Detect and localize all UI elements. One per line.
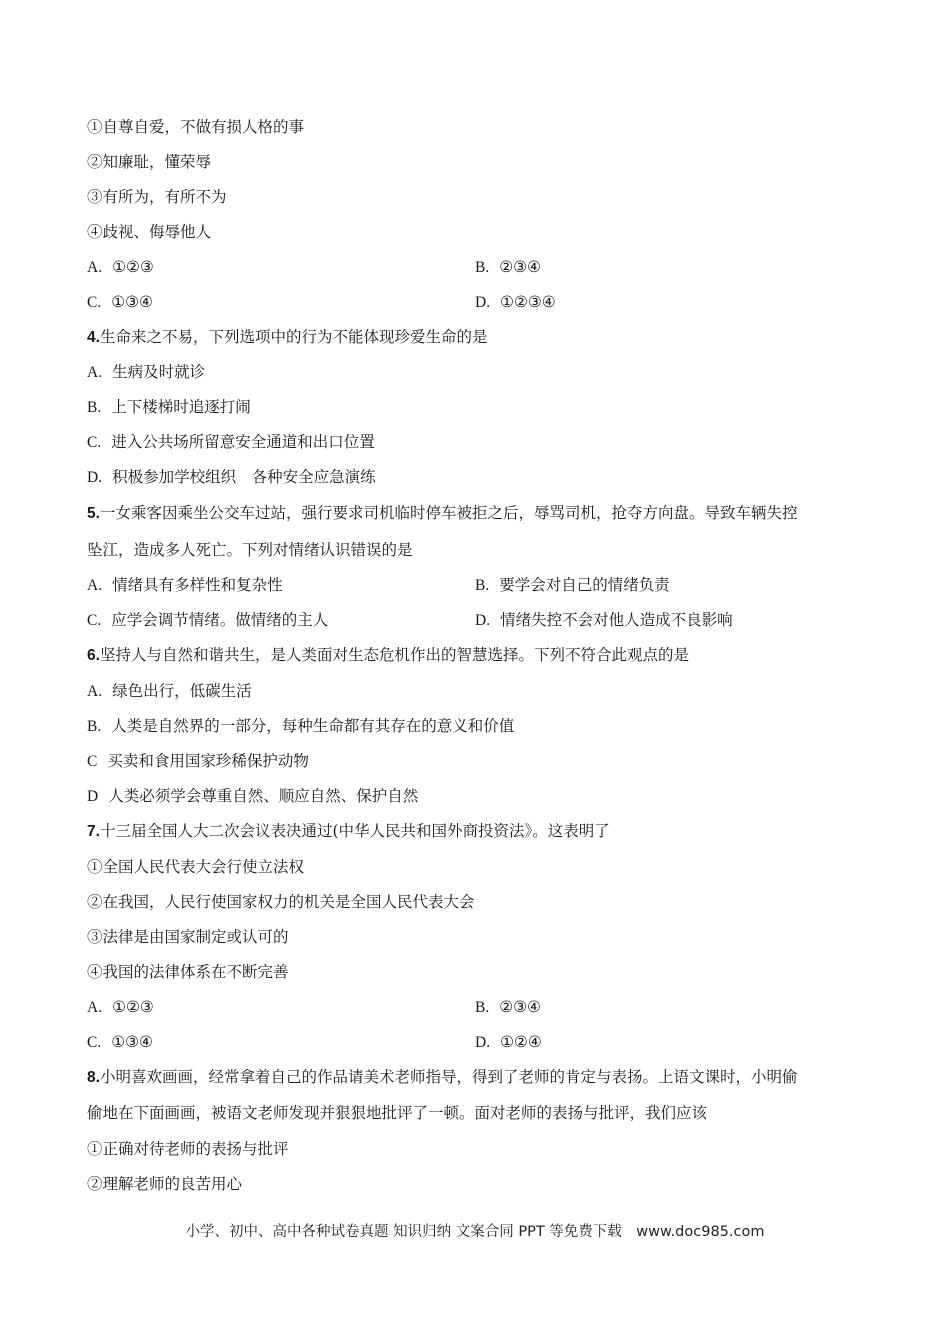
q7-statement-2: ②在我国，人民行使国家权力的机关是全国人民代表大会: [87, 893, 475, 911]
q3-statement-2: ②知廉耻，懂荣辱: [87, 153, 212, 171]
q6-option-c: C 买卖和食用国家珍稀保护动物: [87, 752, 309, 770]
q4-stem: 4.生命来之不易，下列选项中的行为不能体现珍爱生命的是: [87, 328, 488, 346]
q8-statement-2: ②理解老师的良苦用心: [87, 1175, 243, 1193]
q4-option-d: D. 积极参加学校组织 各种安全应急演练: [87, 468, 376, 486]
page-footer: 小学、初中、高中各种试卷真题 知识归纳 文案合同 PPT 等免费下载 www.doc985.com: [185, 1224, 765, 1240]
q4-option-a: A. 生病及时就诊: [87, 363, 206, 381]
q5-option-c: C. 应学会调节情绪。做情绪的主人: [87, 611, 329, 629]
q3-statement-1: ①自尊自爱，不做有损人格的事: [87, 118, 305, 136]
q7-option-b: B. ②③④: [475, 998, 541, 1016]
q8-stem-line1: 8.小明喜欢画画，经常拿着自己的作品请美术老师指导，得到了老师的肯定与表扬。上语文课时，小明偷: [87, 1068, 798, 1086]
q5-option-b: B. 要学会对自己的情绪负责: [475, 576, 670, 594]
q6-option-b: B. 人类是自然界的一部分，每种生命都有其存在的意义和价值: [87, 717, 515, 735]
q7-option-c: C. ①③④: [87, 1033, 153, 1051]
q7-option-d: D. ①②④: [475, 1033, 542, 1051]
q3-option-a: A. ①②③: [87, 258, 154, 276]
q7-statement-3: ③法律是由国家制定或认可的: [87, 928, 289, 946]
q8-statement-1: ①正确对待老师的表扬与批评: [87, 1140, 289, 1158]
q6-stem: 6.坚持人与自然和谐共生，是人类面对生态危机作出的智慧选择。下列不符合此观点的是: [87, 646, 689, 664]
q4-option-b: B. 上下楼梯时追逐打闹: [87, 398, 251, 416]
q8-stem-line2: 偷地在下面画画，被语文老师发现并狠狠地批评了一顿。面对老师的表扬与批评，我们应该: [87, 1104, 708, 1122]
q3-option-d: D. ①②③④: [475, 293, 556, 311]
q7-statement-4: ④我国的法律体系在不断完善: [87, 963, 289, 981]
q7-option-a: A. ①②③: [87, 998, 154, 1016]
q6-option-d: D 人类必须学会尊重自然、顺应自然、保护自然: [87, 787, 419, 805]
q6-option-a: A. 绿色出行，低碳生活: [87, 682, 252, 700]
q5-option-d: D. 情绪失控不会对他人造成不良影响: [475, 611, 733, 629]
q7-stem: 7.十三届全国人大二次会议表决通过(中华人民共和国外商投资法》。这表明了: [87, 822, 610, 840]
q3-statement-3: ③有所为，有所不为: [87, 188, 227, 206]
q3-option-b: B. ②③④: [475, 258, 541, 276]
q4-option-c: C. 进入公共场所留意安全通道和出口位置: [87, 433, 375, 451]
q3-statement-4: ④歧视、侮辱他人: [87, 223, 212, 241]
q5-stem-line2: 坠江，造成多人死亡。下列对情绪认识错误的是: [87, 541, 413, 559]
q3-option-c: C. ①③④: [87, 293, 153, 311]
q7-statement-1: ①全国人民代表大会行使立法权: [87, 858, 305, 876]
q5-option-a: A. 情绪具有多样性和复杂性: [87, 576, 283, 594]
q5-stem-line1: 5.一女乘客因乘坐公交车过站，强行要求司机临时停车被拒之后，辱骂司机，抢夺方向盘。导致车辆失控: [87, 504, 798, 522]
